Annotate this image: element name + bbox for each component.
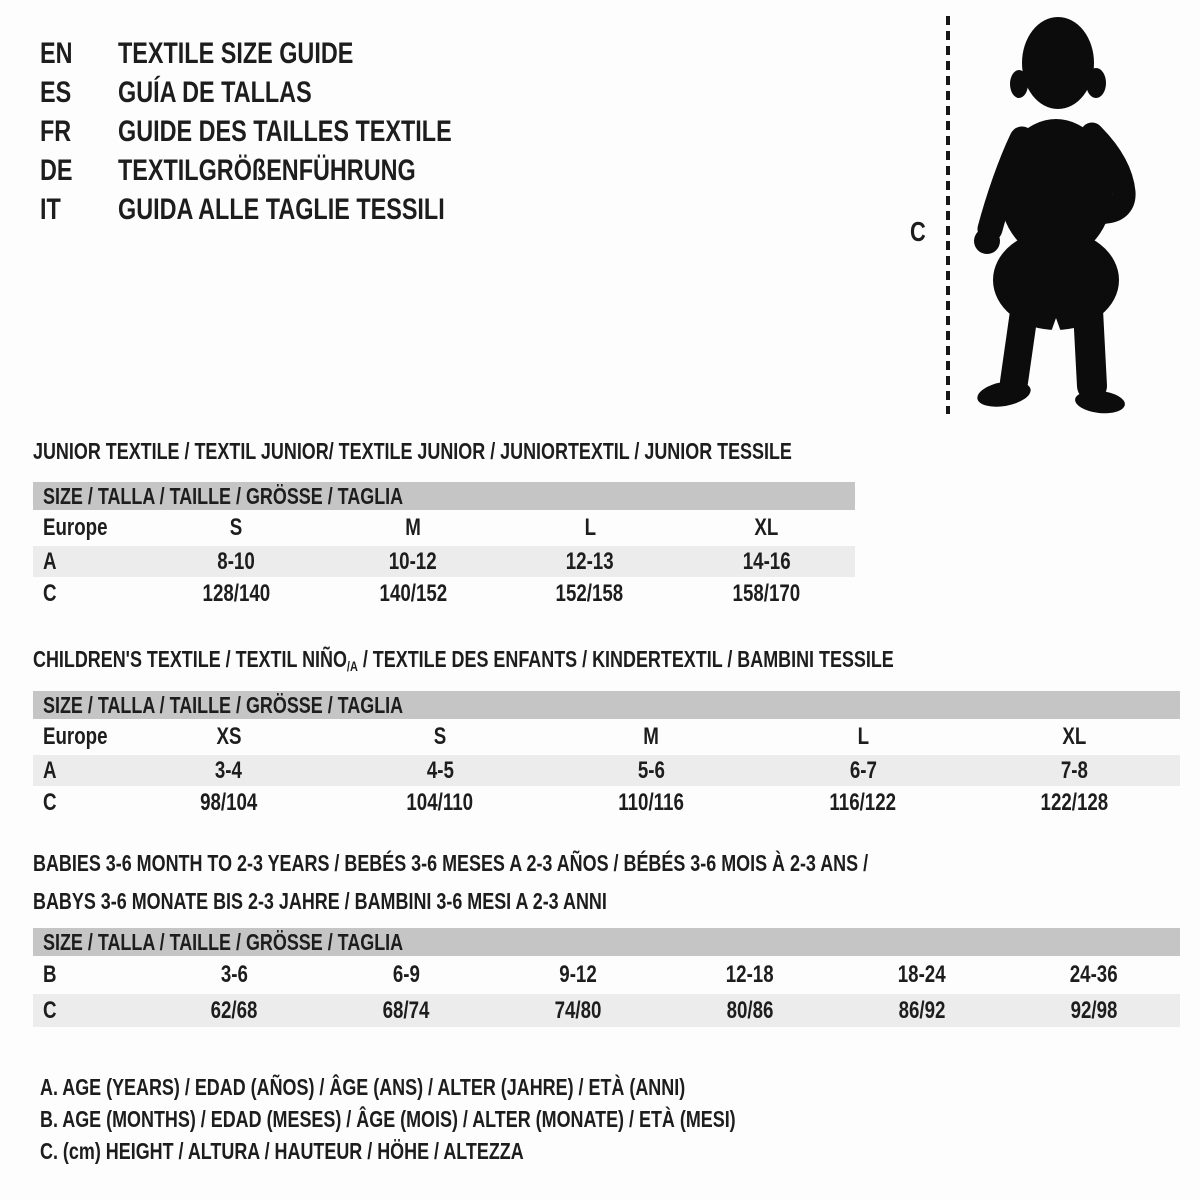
legend-age-years: A. AGE (YEARS) / EDAD (AÑOS) / ÂGE (ANS) / ALTER (JAHRE) / ETÀ (ANNI) xyxy=(40,1074,686,1100)
junior-table-title: JUNIOR TEXTILE / TEXTIL JUNIOR/ TEXTILE JUNIOR / JUNIORTEXTIL / JUNIOR TESSILE xyxy=(33,438,792,464)
height-cell: 104/110 xyxy=(406,788,474,816)
height-cell: 68/74 xyxy=(382,996,430,1024)
row-label: A xyxy=(43,547,57,575)
size-header-bar xyxy=(33,482,855,510)
age-cell: 8-10 xyxy=(217,547,256,575)
table-row-europe xyxy=(33,719,1180,755)
row-label: C xyxy=(43,996,57,1024)
babies-table-title-line1: BABIES 3-6 MONTH TO 2-3 YEARS / BEBÉS 3-6 MESES A 2-3 AÑOS / BÉBÉS 3-6 MOIS À 2-3 ANS / xyxy=(33,850,869,876)
height-cell: 86/92 xyxy=(898,996,946,1024)
language-row-es xyxy=(40,73,546,112)
table-row-age-months xyxy=(33,956,1180,994)
language-row-fr xyxy=(40,112,546,151)
table-row-height-cm xyxy=(33,577,855,610)
age-cell: 6-7 xyxy=(849,756,877,784)
age-cell: 3-4 xyxy=(215,756,243,784)
language-title-list xyxy=(40,34,546,229)
height-cell: 158/170 xyxy=(732,579,801,607)
legend-age-months: B. AGE (MONTHS) / EDAD (MESES) / ÂGE (MOIS) / ALTER (MONATE) / ETÀ (MESI) xyxy=(40,1106,736,1132)
age-cell: 10-12 xyxy=(389,547,438,575)
table-row-height-cm xyxy=(33,786,1180,819)
size-cell: S xyxy=(230,514,243,541)
toddler-silhouette-shape xyxy=(974,17,1126,416)
age-cell: 3-6 xyxy=(220,961,248,988)
toddler-silhouette xyxy=(960,14,1144,418)
size-cell: M xyxy=(405,514,421,541)
nino-a-subscript: /A xyxy=(346,658,358,674)
language-code: FR xyxy=(40,114,72,148)
babies-table-title-line2: BABYS 3-6 MONATE BIS 2-3 JAHRE / BAMBINI 3-6 MESI A 2-3 ANNI xyxy=(33,888,607,914)
language-row-en xyxy=(40,34,546,73)
junior-textile-table xyxy=(33,438,855,610)
height-cell: 98/104 xyxy=(200,788,258,816)
language-code: ES xyxy=(40,75,72,109)
guide-title-fr: GUIDE DES TAILLES TEXTILE xyxy=(118,114,452,148)
childrens-table-title: CHILDREN'S TEXTILE / TEXTIL $NIÑO_{/A}$ / TEXTILE DES ENFANTS / KINDERTEXTIL / BAMBINI TESSILE xyxy=(33,646,894,674)
row-label: C xyxy=(43,579,57,607)
size-cell: L xyxy=(857,723,869,750)
row-label: C xyxy=(43,788,57,816)
age-cell: 9-12 xyxy=(559,961,597,988)
age-cell: 14-16 xyxy=(742,547,791,575)
age-cell: 24-36 xyxy=(1070,961,1118,988)
guide-title-en: TEXTILE SIZE GUIDE xyxy=(118,36,354,70)
row-label: Europe xyxy=(43,723,108,750)
row-label: Europe xyxy=(43,514,108,541)
language-row-de xyxy=(40,151,546,190)
size-header-bar xyxy=(33,928,1180,956)
age-cell: 4-5 xyxy=(426,756,454,784)
height-measure-dashed-line xyxy=(946,16,950,414)
age-cell: 6-9 xyxy=(392,961,420,988)
height-cell: 110/116 xyxy=(618,788,685,816)
height-cell: 116/122 xyxy=(829,788,897,816)
height-cell: 74/80 xyxy=(554,996,602,1024)
height-cell: 92/98 xyxy=(1070,996,1118,1024)
babies-textile-table xyxy=(33,850,1180,1027)
size-cell: XL xyxy=(754,514,779,541)
height-cell: 128/140 xyxy=(202,579,271,607)
childrens-textile-table xyxy=(33,646,1180,819)
guide-title-it: GUIDA ALLE TAGLIE TESSILI xyxy=(118,192,445,226)
legend-height-cm: C. (cm) HEIGHT / ALTURA / HAUTEUR / HÖHE / ALTEZZA xyxy=(40,1138,524,1164)
row-label: A xyxy=(43,756,57,784)
size-header-label: SIZE / TALLA / TAILLE / GRÖSSE / TAGLIA xyxy=(43,928,404,955)
size-cell: M xyxy=(643,723,660,750)
height-cell: 80/86 xyxy=(726,996,774,1024)
height-cell: 152/158 xyxy=(556,579,624,607)
language-code: EN xyxy=(40,36,73,70)
language-code: DE xyxy=(40,153,73,187)
age-cell: 12-18 xyxy=(726,961,774,988)
age-cell: 18-24 xyxy=(898,961,946,988)
size-header-label: SIZE / TALLA / TAILLE / GRÖSSE / TAGLIA xyxy=(43,482,404,509)
size-header-label: SIZE / TALLA / TAILLE / GRÖSSE / TAGLIA xyxy=(43,691,404,718)
guide-title-de: TEXTILGRÖßENFÜHRUNG xyxy=(118,153,416,187)
language-row-it xyxy=(40,190,546,229)
size-cell: S xyxy=(433,723,447,750)
age-cell: 7-8 xyxy=(1060,756,1088,784)
height-cell: 122/128 xyxy=(1040,788,1109,816)
height-cell: 140/152 xyxy=(379,579,447,607)
height-cell: 62/68 xyxy=(210,996,258,1024)
row-label: B xyxy=(43,961,57,988)
measurement-legend xyxy=(40,1074,932,1170)
table-row-europe xyxy=(33,510,855,546)
size-cell: XS xyxy=(216,723,242,750)
height-measure-label: C xyxy=(910,216,926,247)
language-code: IT xyxy=(40,192,61,226)
table-row-age-years xyxy=(33,546,855,577)
guide-title-es: GUÍA DE TALLAS xyxy=(118,75,312,109)
size-cell: L xyxy=(584,514,596,541)
size-cell: XL xyxy=(1062,723,1087,750)
table-row-height-cm xyxy=(33,994,1180,1027)
size-header-bar xyxy=(33,691,1180,719)
age-cell: 12-13 xyxy=(565,547,614,575)
age-cell: 5-6 xyxy=(637,756,666,784)
table-row-age-years xyxy=(33,755,1180,786)
